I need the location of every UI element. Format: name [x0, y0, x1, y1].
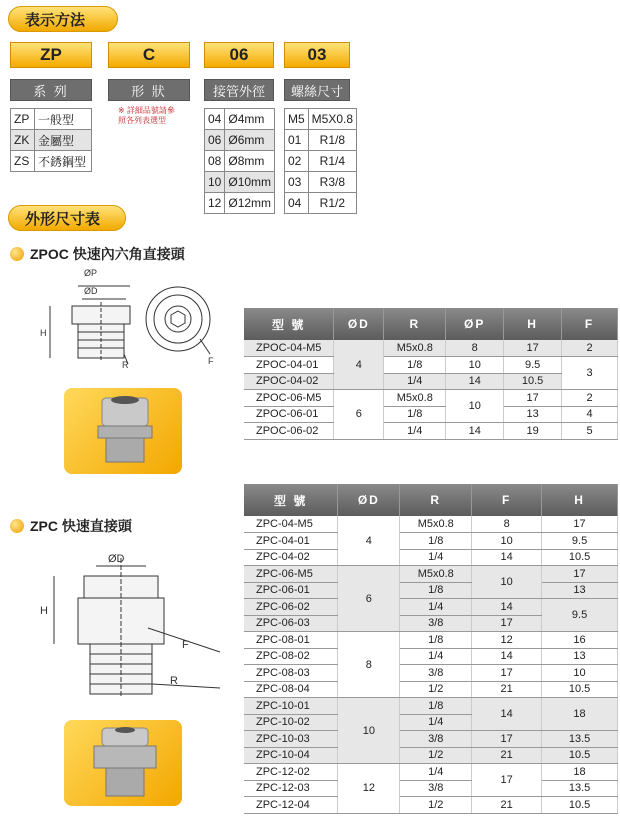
series-list — [10, 108, 92, 172]
zpc-title: ZPC 快速直接頭 — [10, 516, 132, 536]
table-row: ZPC-08-03 3/8 17 10 — [244, 665, 618, 682]
table-header-row: 型 號 ØD R F H — [244, 484, 618, 516]
bullet-icon — [10, 247, 24, 261]
table-row: ZPC-10-03 3/8 17 13.5 — [244, 731, 618, 748]
zpoc-title: ZPOC 快速內六角直接頭 — [10, 244, 185, 264]
dim-f-label: F — [182, 639, 189, 651]
table-row: ZPC-12-04 1/2 21 10.5 — [244, 797, 618, 814]
table-row: ZPC-12-02 12 1/4 17 18 — [244, 764, 618, 781]
dim-h-label: H — [40, 605, 48, 617]
list-item: 06 Ø6mm — [205, 130, 275, 151]
list-item: ZP 一般型 — [11, 109, 92, 130]
dim-d-label: ØD — [84, 286, 98, 296]
dim-p-label: ØP — [84, 268, 98, 278]
header-thread: 螺絲尺寸 — [284, 79, 350, 101]
table-row: ZPOC-06-02 1/4 14 19 5 — [244, 423, 618, 440]
list-item: ZS 不銹鋼型 — [11, 151, 92, 172]
list-item: 02 R1/4 — [285, 151, 357, 172]
zpoc-photo — [64, 388, 182, 474]
fitting-image — [64, 388, 182, 474]
table-row: ZPC-06-01 1/8 13 — [244, 582, 618, 599]
table-row: ZPOC-04-01 1/8 10 9.5 3 — [244, 357, 618, 374]
list-item: 01 R1/8 — [285, 130, 357, 151]
list-item: 04 R1/2 — [285, 193, 357, 214]
list-item: 03 R3/8 — [285, 172, 357, 193]
list-item: M5 M5X0.8 — [285, 109, 357, 130]
dim-d-label: ØD — [108, 553, 125, 565]
header-tube: 接管外徑 — [204, 79, 274, 101]
header-shape: 形 狀 — [108, 79, 190, 101]
zpc-drawing — [30, 548, 230, 708]
zpoc-spec-table — [244, 308, 618, 440]
table-row: ZPC-08-02 1/4 14 13 — [244, 648, 618, 665]
header-series: 系 列 — [10, 79, 92, 101]
table-row: ZPC-04-02 1/4 14 10.5 — [244, 549, 618, 566]
table-row: ZPOC-04-M5 4 M5x0.8 8 17 2 — [244, 340, 618, 357]
table-row: ZPC-06-03 3/8 17 — [244, 615, 618, 632]
table-header-row: 型 號 ØD R ØP H F — [244, 308, 618, 340]
table-row: ZPC-10-01 10 1/8 14 18 — [244, 698, 618, 715]
code-thread: 03 — [284, 42, 350, 68]
dim-r-label: R — [122, 360, 129, 370]
list-item: 08 Ø8mm — [205, 151, 275, 172]
table-row: ZPC-04-01 1/8 10 9.5 — [244, 533, 618, 550]
table-row: ZPC-06-02 1/4 14 9.5 — [244, 599, 618, 616]
table-row: ZPOC-06-01 1/8 13 4 — [244, 406, 618, 423]
fitting-image — [64, 720, 182, 806]
zpc-photo — [64, 720, 182, 806]
list-item: 12 Ø12mm — [205, 193, 275, 214]
table-row: ZPC-08-01 8 1/8 12 16 — [244, 632, 618, 649]
thread-list — [284, 108, 357, 214]
table-row: ZPOC-06-M5 6 M5x0.8 10 17 2 — [244, 390, 618, 407]
shape-note: ※ 詳細品號請參 照各列表選型 — [118, 106, 175, 125]
table-row: ZPOC-04-02 1/4 14 10.5 — [244, 373, 618, 390]
table-row: ZPC-06-M5 6 M5x0.8 10 17 — [244, 566, 618, 583]
list-item: 10 Ø10mm — [205, 172, 275, 193]
zpc-spec-table — [244, 484, 618, 814]
list-item: ZK 金屬型 — [11, 130, 92, 151]
dim-f-label: F — [208, 356, 214, 366]
table-row: ZPC-12-03 3/8 13.5 — [244, 780, 618, 797]
dim-h-label: H — [40, 328, 47, 338]
dim-r-label: R — [170, 675, 178, 687]
table-row: ZPC-04-M5 4 M5x0.8 8 17 — [244, 516, 618, 533]
code-shape: C — [108, 42, 190, 68]
table-row: ZPC-08-04 1/2 21 10.5 — [244, 681, 618, 698]
section-notation-title: 表示方法 — [8, 6, 118, 32]
table-row: ZPC-10-04 1/2 21 10.5 — [244, 747, 618, 764]
zpoc-drawing — [30, 264, 230, 374]
table-row: ZPC-10-02 1/4 — [244, 714, 618, 731]
code-series: ZP — [10, 42, 92, 68]
tube-list — [204, 108, 275, 214]
bullet-icon — [10, 519, 24, 533]
list-item: 04 Ø4mm — [205, 109, 275, 130]
section-dims-title: 外形尺寸表 — [8, 205, 126, 231]
code-tube: 06 — [204, 42, 274, 68]
